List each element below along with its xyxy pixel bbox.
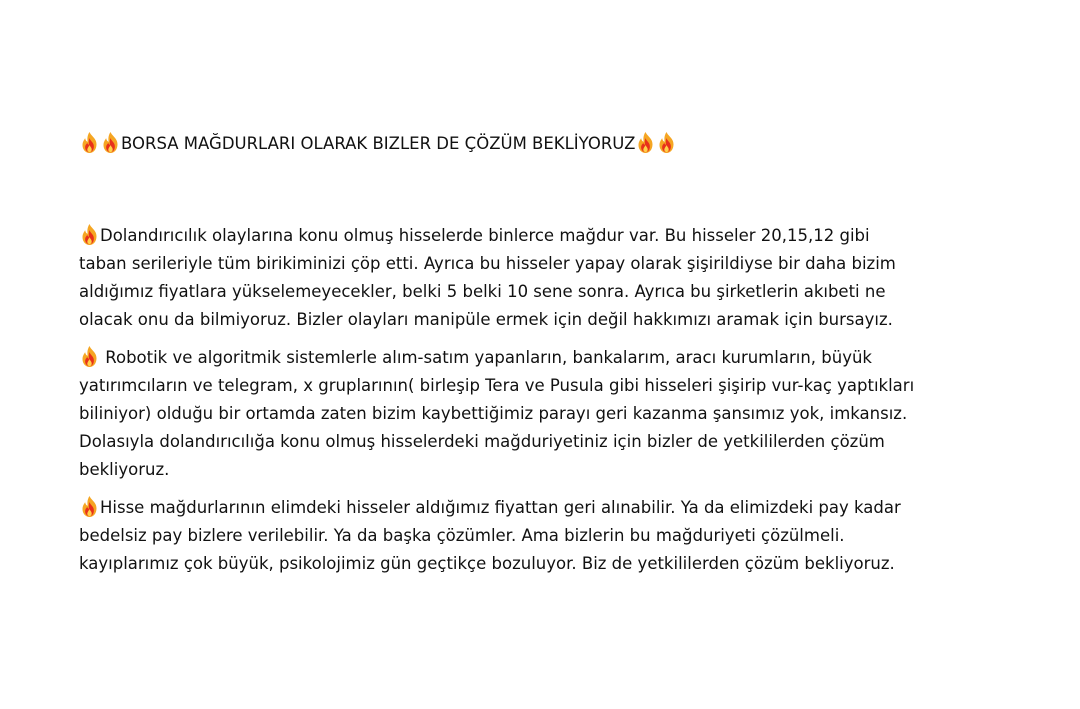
paragraph-line: biliniyor) olduğu bir ortamda zaten bizim kaybettiğimiz parayı geri kazanma şansımız yok, imkansız. <box>79 404 908 423</box>
paragraph-1 <box>79 222 999 334</box>
paragraph-line <box>79 494 999 522</box>
fire-icon <box>100 131 121 154</box>
fire-icon <box>635 131 656 154</box>
document <box>79 128 999 588</box>
paragraph-line: yatırımcıların ve telegram, x gruplarının( birleşip Tera ve Pusula gibi hisseleri şişirip vur-kaç yaptıkları <box>79 376 915 395</box>
paragraph-line: bekliyoruz. <box>79 460 170 479</box>
fire-icon <box>79 345 100 368</box>
paragraph-3 <box>79 494 999 578</box>
document-title <box>79 128 999 160</box>
paragraph-line: olacak onu da bilmiyoruz. Bizler olayları manipüle ermek için değil hakkımızı aramak için bursayız. <box>79 310 893 329</box>
paragraph-line: bedelsiz pay bizlere verilebilir. Ya da başka çözümler. Ama bizlerin bu mağduriyeti çözülmeli. <box>79 526 845 545</box>
fire-icon <box>656 131 677 154</box>
paragraph-line: Dolasıyla dolandırıcılığa konu olmuş hisselerdeki mağduriyetiniz için bizler de yetkililerden çözüm <box>79 432 885 451</box>
fire-icon <box>79 223 100 246</box>
line-text: Robotik ve algoritmik sistemlerle alım-satım yapanların, bankalarım, aracı kurumların, büyük <box>100 348 872 367</box>
paragraph-line <box>79 222 999 250</box>
fire-icon <box>79 131 100 154</box>
paragraph-line <box>79 344 999 372</box>
line-text: Dolandırıcılık olaylarına konu olmuş hisselerde binlerce mağdur var. Bu hisseler 20,15,12 gibi <box>100 226 870 245</box>
paragraph-2 <box>79 344 999 484</box>
line-text: Hisse mağdurlarının elimdeki hisseler aldığımız fiyattan geri alınabilir. Ya da elimizdeki pay kadar <box>100 498 901 517</box>
fire-icon <box>79 495 100 518</box>
title-text: BORSA MAĞDURLARI OLARAK BIZLER DE ÇÖZÜM BEKLİYORUZ <box>121 134 636 153</box>
paragraph-line: aldığımız fiyatlara yükselemeyecekler, belki 5 belki 10 sene sonra. Ayrıca bu şirketlerin akıbeti ne <box>79 282 886 301</box>
paragraph-line: taban serileriyle tüm birikiminizi çöp etti. Ayrıca bu hisseler yapay olarak şişirildiyse bir daha bizim <box>79 254 896 273</box>
paragraph-line: kayıplarımız çok büyük, psikolojimiz gün geçtikçe bozuluyor. Biz de yetkililerden çözüm bekliyoruz. <box>79 554 895 573</box>
